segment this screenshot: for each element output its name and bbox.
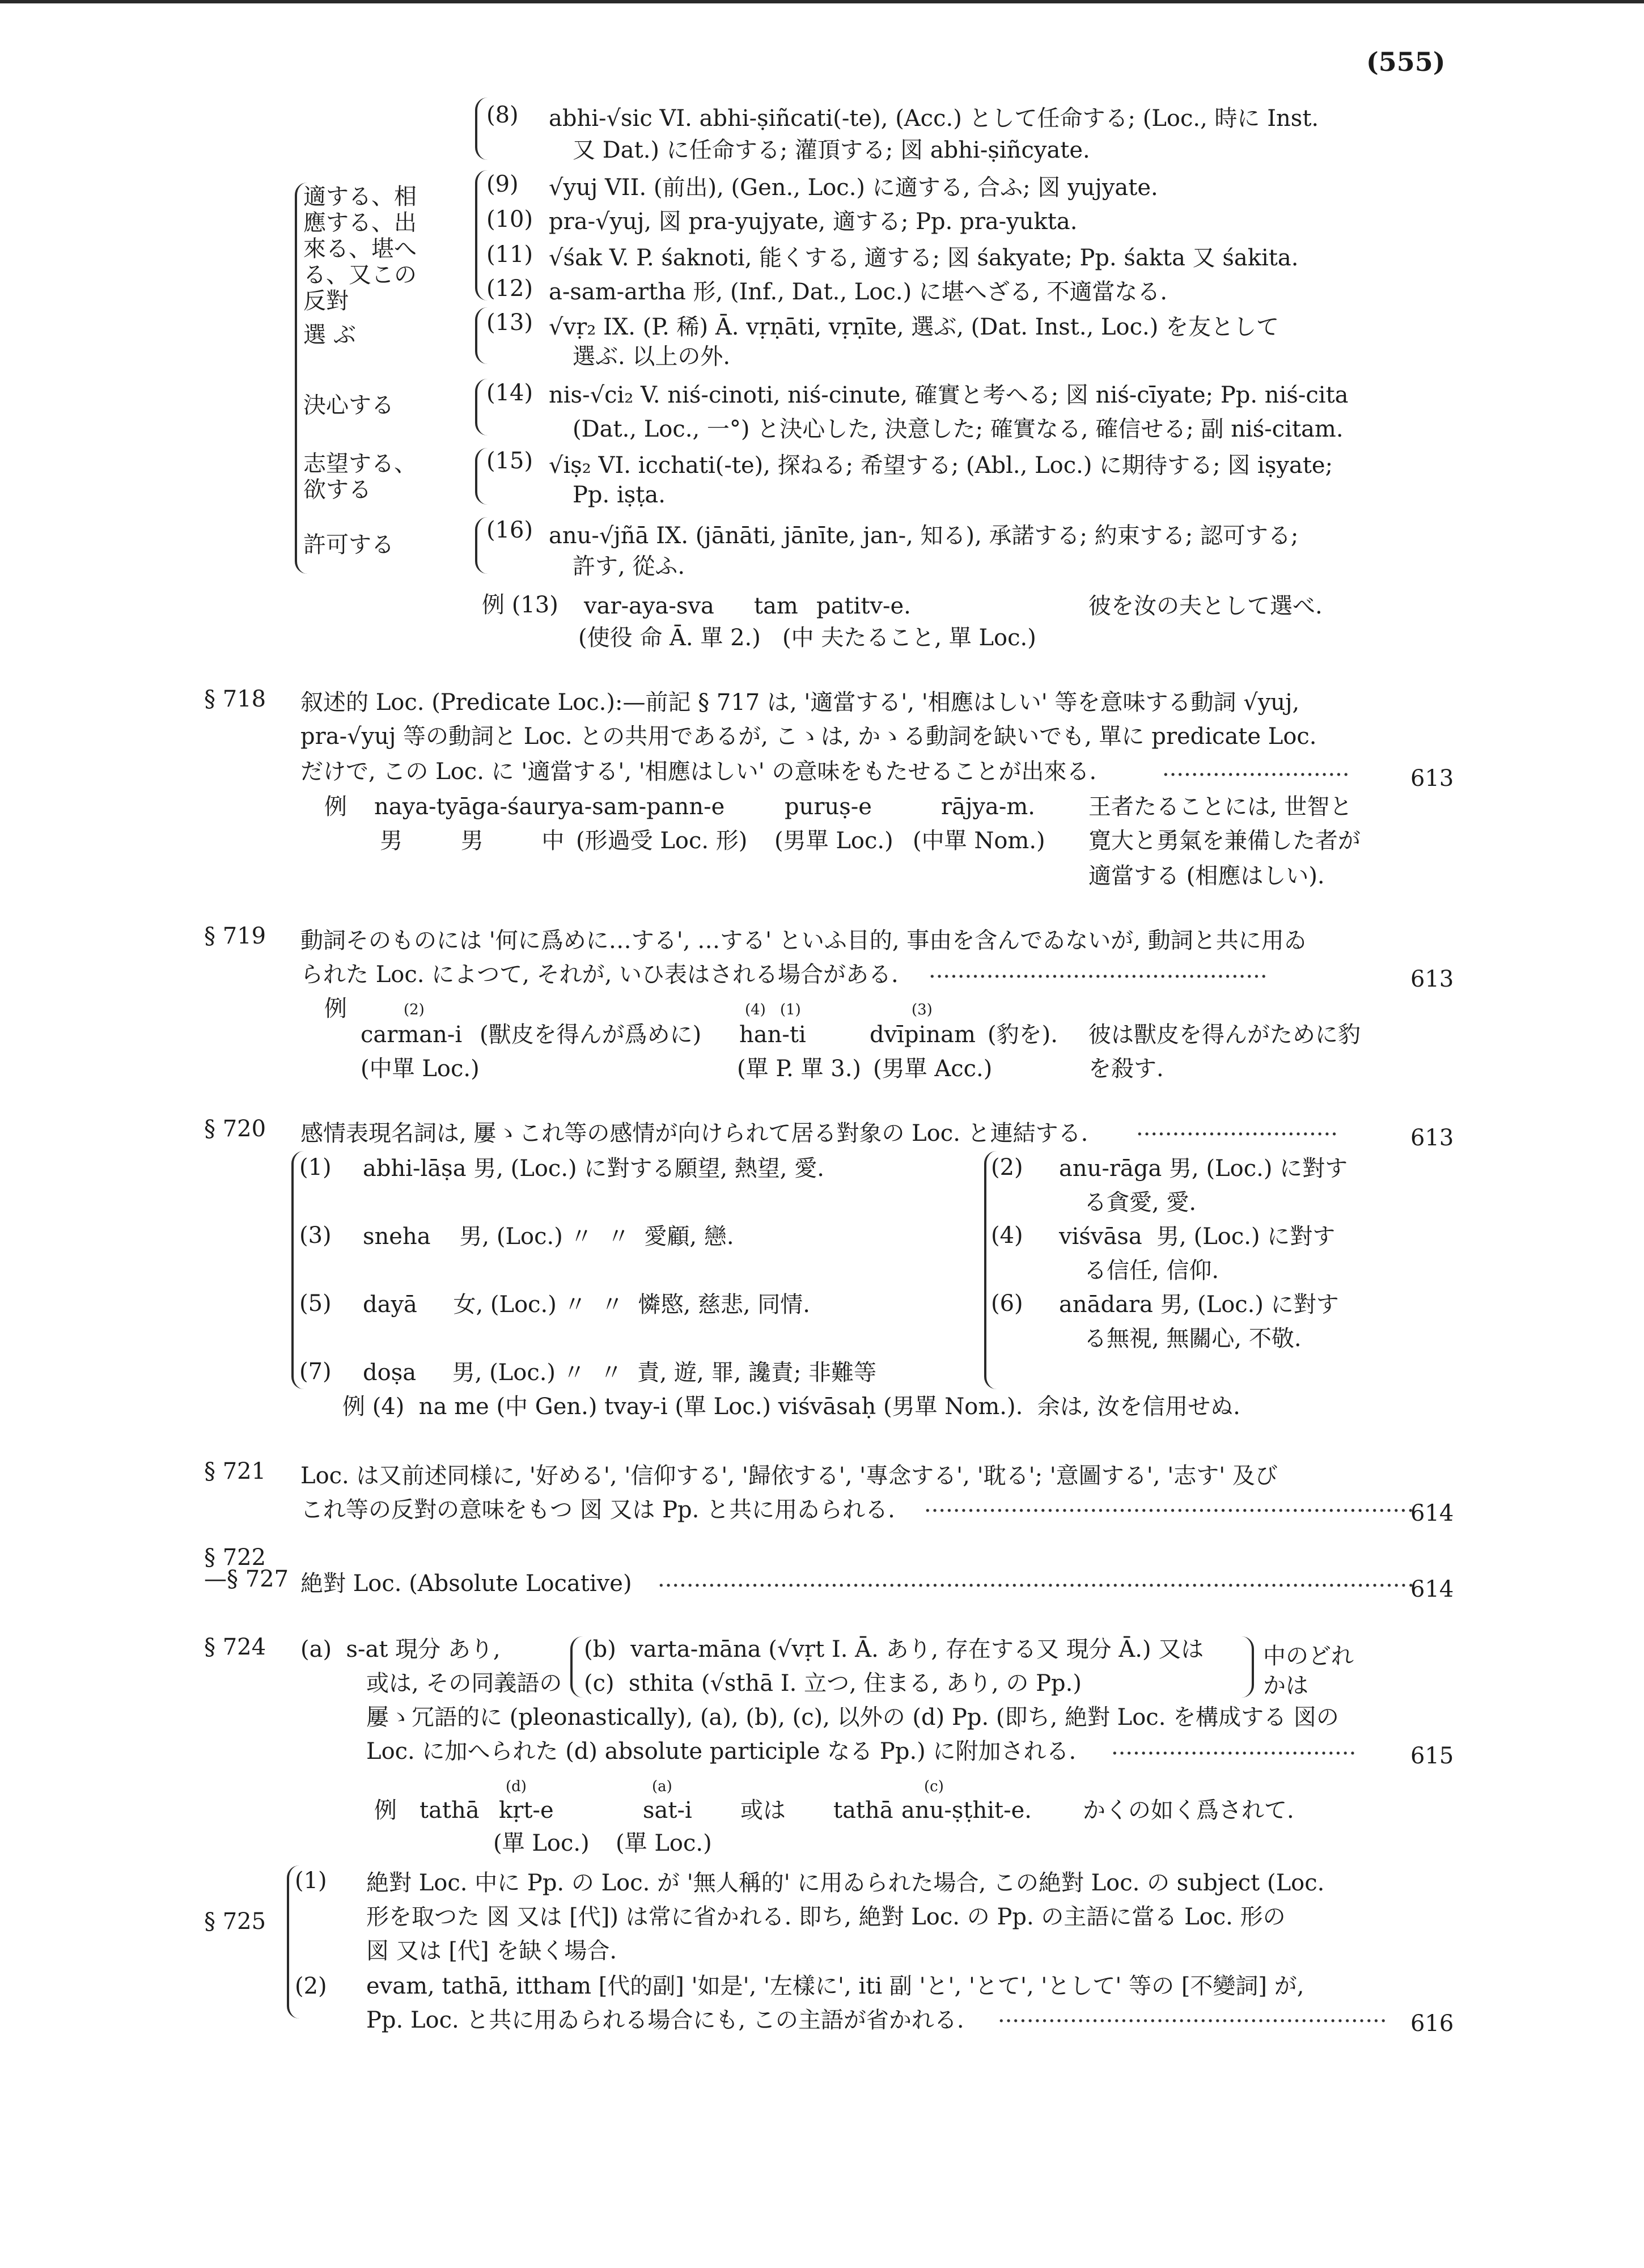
item-text: る無視, 無關心, 不敬. [1084, 1326, 1302, 1352]
section-line: られた Loc. によつて, それが, いひ表はされる場合がある. [300, 962, 899, 988]
page-ref: 613 [1410, 1125, 1454, 1151]
label-suitable: 適する、相應する、出來る、堪へる、又この反對 [303, 184, 417, 314]
page-ref: 615 [1410, 1743, 1454, 1769]
example-gloss: (使役 命 Ā. 單 2.) [578, 625, 761, 651]
example-word: patitv-e. [816, 593, 911, 619]
page-ref: 614 [1410, 1500, 1454, 1526]
item-a: (a) s-at 現分 あり, [300, 1636, 501, 1662]
section-id: § 724 [204, 1634, 266, 1660]
item-num: (7) [299, 1359, 332, 1385]
item-line: 形を取つた 図 又は [代]) は常に省かれる. 即ち, 絶對 Loc. の Pp. の主語に當る Loc. 形の [366, 1904, 1286, 1930]
example-gloss: (中 夫たること, 單 Loc.) [782, 625, 1036, 651]
example-word: puruṣ-e [785, 794, 872, 820]
superscript: (a) [652, 1778, 672, 1795]
example-label: 例 [374, 1797, 397, 1823]
example-word: tam [754, 593, 798, 619]
translation-line: 彼は獸皮を得んがために豹 [1088, 1022, 1361, 1048]
translation-line: 王者たることには, 世智と [1088, 794, 1353, 820]
label-decide: 決心する [303, 392, 394, 418]
example-word: rājya-m. [941, 794, 1035, 820]
item-text: doṣa 男, (Loc.) 〃 〃 責, 遊, 罪, 讒責; 非難等 [363, 1360, 877, 1386]
item-line: 図 又は [代] を缺く場合. [366, 1938, 617, 1964]
item-alt: 或は, その同義語の [366, 1670, 562, 1696]
translation-line: かくの如く爲されて. [1083, 1797, 1294, 1823]
section-id: —§ 727 [204, 1566, 289, 1592]
section-line: 動詞そのものには '何に爲めに…する', …する' といふ目的, 事由を含んでゐないが, 動詞と共に用ゐ [300, 928, 1307, 954]
item-num: (1) [299, 1154, 332, 1180]
item-text: る貪愛, 愛. [1084, 1190, 1197, 1216]
translation-line: 適當する (相應はしい). [1088, 863, 1325, 889]
example-word: naya-tyāga-śaurya-sam-pann-e [374, 794, 725, 820]
superscript: (2) [404, 1001, 425, 1018]
left-bracket [291, 1151, 306, 1389]
entry-num: (11) [486, 242, 533, 268]
entry-line: √yuj VII. (前出), (Gen., Loc.) に適する, 合ふ; 図 yujyate. [549, 175, 1158, 201]
item-text: る信任, 信仰. [1084, 1258, 1219, 1284]
section-line: pra-√yuj 等の動詞と Loc. との共用であるが, こゝは, かゝる動詞を缺いでも, 單に predicate Loc. [300, 723, 1317, 750]
item-text: sneha 男, (Loc.) 〃 〃 愛顧, 戀. [363, 1224, 734, 1250]
entry-line: abhi-√sic VI. abhi-ṣiñcati(-te), (Acc.) として任命する; (Loc., 時に Inst. [549, 105, 1319, 132]
page-ref: 613 [1410, 966, 1454, 992]
entry-num: (13) [486, 310, 533, 336]
example-gloss: (男單 Loc.) [774, 828, 893, 854]
example-word: 或は [740, 1797, 786, 1823]
superscript: (c) [924, 1778, 944, 1795]
item-num: (6) [991, 1290, 1023, 1317]
label-wish: 志望する、欲する [303, 451, 417, 503]
example-word: dvīpinam [870, 1022, 976, 1048]
item-num: (2) [295, 1973, 327, 1999]
right-note: 中のどれ [1263, 1643, 1354, 1669]
entry-line: 許す, 從ふ. [573, 553, 685, 579]
example-word: anu-ṣṭhit-e. [901, 1797, 1032, 1823]
brace-9-12 [475, 170, 488, 301]
example-label: 例 [324, 794, 347, 820]
entry-line: 又 Dat.) に任命する; 灌頂する; 図 abhi-ṣiñcyate. [573, 137, 1090, 163]
entry-line: (Dat., Loc., 一°) と決心した, 決意した; 確實なる, 確信せる; 副 niś-citam. [573, 416, 1344, 442]
section-line: これ等の反對の意味をもつ 図 又は Pp. と共に用ゐられる. [300, 1497, 895, 1523]
section-line: Loc. は又前述同様に, '好める', '信仰する', '歸依する', '專念する', '耽る'; '意圖する', '志す' 及び [300, 1463, 1278, 1489]
example-translation: 彼を汝の夫として選べ. [1088, 593, 1323, 619]
leader-dots: ·························· [1162, 762, 1350, 788]
item-num: (3) [299, 1222, 332, 1249]
section-line: 叙述的 Loc. (Predicate Loc.):—前記 § 717 は, '適當する', '相應はしい' 等を意味する動詞 √yuj, [300, 689, 1300, 716]
brace-15 [475, 448, 488, 505]
entry-num: (15) [486, 448, 533, 474]
superscript: (1) [780, 1001, 801, 1018]
item-text: anu-rāga 男, (Loc.) に對す [1059, 1156, 1348, 1182]
item-line: evam, tathā, ittham [代的副] '如是', '左樣に', iti 副 'と', 'とて', 'として' 等の [不變詞] が, [366, 1973, 1304, 1999]
example-gloss: 男 男 中 [380, 828, 565, 854]
entry-num: (16) [486, 517, 533, 543]
brace-14 [475, 379, 488, 435]
item-num: (5) [299, 1290, 332, 1317]
example-word: sat-i [643, 1797, 692, 1823]
entry-num: (12) [486, 276, 533, 302]
entry-num: (8) [486, 102, 519, 128]
page-ref: 614 [1410, 1576, 1454, 1602]
right-note: かは [1263, 1673, 1308, 1699]
brace-13 [475, 307, 488, 364]
leader-dots: ········································································································· [658, 1573, 1415, 1599]
section-id: § 725 [204, 1909, 266, 1935]
example-word: kṛt-e [499, 1797, 554, 1823]
item-line: Pp. Loc. と共に用ゐられる場合にも, この主語が省かれる. [366, 2007, 964, 2033]
section-id: § 720 [204, 1116, 266, 1142]
item-text: dayā 女, (Loc.) 〃 〃 憐愍, 慈悲, 同情. [363, 1292, 811, 1318]
section-id: § 722 [204, 1545, 266, 1571]
brace-right [1242, 1636, 1254, 1698]
entry-line: pra-√yuj, 図 pra-yujyate, 適する; Pp. pra-yukta. [549, 209, 1078, 235]
entry-num: (14) [486, 380, 533, 406]
brace-bc [570, 1636, 583, 1698]
entry-line: a-sam-artha 形, (Inf., Dat., Loc.) に堪へざる, 不適當なる. [549, 279, 1168, 305]
item-num: (4) [991, 1222, 1023, 1249]
example-gloss: (形過受 Loc. 形) [576, 828, 748, 854]
example-label: 例 (13) [482, 592, 558, 618]
leader-dots: ·································· [1111, 1741, 1357, 1767]
entry-num: (10) [486, 206, 533, 232]
section-line: 感情表現名詞は, 屢ゝこれ等の感情が向けられて居る對象の Loc. と連結する. [300, 1120, 1088, 1146]
section-id: § 719 [204, 923, 266, 949]
translation-line: 寛大と勇氣を兼備した者が [1088, 828, 1361, 854]
section-line: Loc. に加へられた (d) absolute participle なる Pp.) に附加される. [366, 1738, 1077, 1765]
example-gloss: (豹を). [988, 1022, 1058, 1048]
leader-dots: ···························· [1136, 1122, 1338, 1148]
example-word: han-ti [739, 1022, 806, 1048]
section-line: だけで, この Loc. に '適當する', '相應はしい' の意味をもたせることが出來る. [300, 759, 1097, 785]
item-text: abhi-lāṣa 男, (Loc.) に對する願望, 熱望, 愛. [363, 1156, 824, 1182]
label-permit: 許可する [303, 532, 394, 558]
entry-line: √iṣ₂ VI. icchati(-te), 探ねる; 希望する; (Abl., Loc.) に期待する; 図 iṣyate; [549, 452, 1333, 479]
page-ref: 616 [1410, 2011, 1454, 2037]
entry-line: √śak V. P. śaknoti, 能くする, 適する; 図 śakyate; Pp. śakta 又 śakita. [549, 245, 1299, 271]
page-ref: 613 [1410, 765, 1454, 792]
example-word: var-aya-sva [584, 593, 714, 619]
entry-line: anu-√jñā IX. (jānāti, jānīte, jan-, 知る), 承諾する; 約束する; 認可する; [549, 523, 1299, 549]
section-line: 屢ゝ冗語的に (pleonastically), (a), (b), (c), 以外の (d) Pp. (即ち, 絶對 Loc. を構成する 図の [366, 1704, 1339, 1730]
example-gloss: (中單 Nom.) [913, 828, 1045, 854]
top-edge-line [0, 0, 1644, 3]
translation-line: を殺す. [1088, 1056, 1164, 1082]
item-num: (2) [991, 1154, 1023, 1180]
example-label: 例 [324, 996, 347, 1022]
example-gloss: (單 Loc.) [493, 1830, 590, 1856]
leader-dots: ······················································ [998, 2008, 1387, 2034]
example-word: tathā [833, 1797, 893, 1823]
leader-dots: ··············································· [929, 964, 1268, 990]
superscript: (3) [912, 1001, 933, 1018]
example-gloss: (單 P. 單 3.) [737, 1056, 862, 1082]
example-word: tathā [420, 1797, 480, 1823]
section-id: § 721 [204, 1458, 266, 1484]
example-gloss: (男單 Acc.) [873, 1056, 993, 1082]
brace-16 [475, 517, 488, 574]
item-line: 絶對 Loc. 中に Pp. の Loc. が '無人稱的' に用ゐられた場合, この絶對 Loc. の subject (Loc. [366, 1870, 1325, 1896]
entry-line: 選ぶ. 以上の外. [573, 344, 731, 370]
example-gloss: (中單 Loc.) [361, 1056, 480, 1082]
item-num: (1) [295, 1868, 327, 1894]
item-c: (c) sthita (√sthā I. 立つ, 住まる, あり, の Pp.) [584, 1670, 1082, 1696]
item-text: anādara 男, (Loc.) に對す [1059, 1292, 1339, 1318]
right-bracket [984, 1151, 999, 1389]
entry-line: Pp. iṣṭa. [573, 482, 666, 508]
entry-line: nis-√ci₂ V. niś-cinoti, niś-cinute, 確實と考へる; 図 niś-cīyate; Pp. niś-cita [549, 382, 1349, 408]
entry-num: (9) [486, 171, 519, 197]
superscript: (4) [745, 1001, 766, 1018]
entry-line: √vṛ₂ IX. (P. 稀) Ā. vṛṇāti, vṛṇīte, 選ぶ, (Dat. Inst., Loc.) を友として [549, 314, 1279, 340]
example-line: 例 (4) na me (中 Gen.) tvay-i (單 Loc.) viśvāsaḥ (男單 Nom.). 余は, 汝を信用せぬ. [342, 1394, 1240, 1420]
page-number: (555) [1366, 46, 1446, 77]
brace-8 [475, 98, 488, 160]
example-word: carman-i [361, 1022, 463, 1048]
section-id: § 718 [204, 686, 266, 712]
example-gloss: (獸皮を得んが爲めに) [480, 1022, 702, 1048]
section-line: 絶對 Loc. (Absolute Locative) [300, 1571, 632, 1597]
example-gloss: (單 Loc.) [616, 1830, 712, 1856]
superscript: (d) [506, 1778, 527, 1795]
item-text: viśvāsa 男, (Loc.) に對す [1059, 1224, 1336, 1250]
label-choose: 選 ぶ [303, 322, 356, 348]
item-b: (b) varta-māna (√vṛt I. Ā. あり, 存在する又 現分 Ā.) 又は [584, 1636, 1204, 1662]
leader-dots: ···································································· [924, 1498, 1414, 1524]
